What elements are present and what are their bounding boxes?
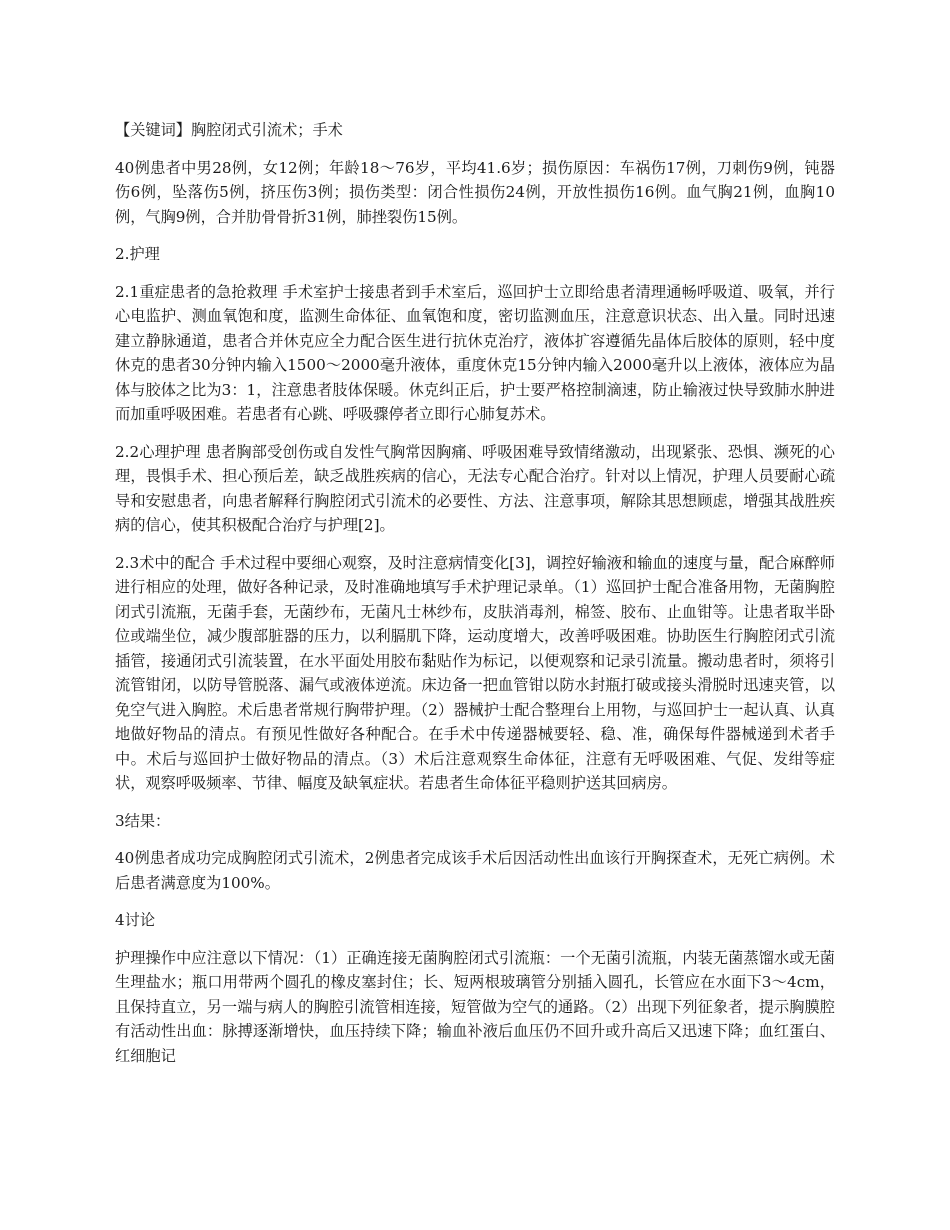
document-page: [115, 118, 835, 1081]
patient-summary-paragraph: 40例患者中男28例，女12例；年龄18～76岁，平均41.6岁；损伤原因：车祸伤17例，刀刺伤9例，钝器伤6例，坠落伤5例，挤压伤3例；损伤类型：闭合性损伤24例，开放性损伤16例。血气胸21例，血胸10例，气胸9例，合并肋骨骨折31例，肺挫裂伤15例。: [115, 158, 835, 226]
intraoperative-cooperation-paragraph: 2.3术中的配合 手术过程中要细心观察，及时注意病情变化[3]，调控好输液和输血的速度与量，配合麻醉师进行相应的处理，做好各种记录，及时准确地填写手术护理记录单。（1）巡回护士配合准备用物，无菌胸腔闭式引流瓶，无菌手套，无菌纱布，无菌凡士林纱布，皮肤消毒剂，棉签、胶布、止血钳等。让患者取半卧位或端坐位，减少腹部脏器的压力，以利膈肌下降，运动度增大，改善呼吸困难。协助医生行胸腔闭式引流插管，接通闭式引流装置，在水平面处用胶布黏贴作为标记，以便观察和记录引流量。搬动患者时，须将引流管钳闭，以防导管脱落、漏气或液体逆流。床边备一把血管钳以防水封瓶打破或接头滑脱时迅速夹管，以免空气进入胸腔。术后患者常规行胸带护理。（2）器械护士配合整理台上用物，与巡回护士一起认真、认真地做好物品的清点。有预见性做好各种配合。在手术中传递器械要轻、稳、准，确保每件器械递到术者手中。术后与巡回护士做好物品的清点。（3）术后注意观察生命体征，注意有无呼吸困难、气促、发绀等症状，观察呼吸频率、节律、幅度及缺氧症状。若患者生命体征平稳则护送其回病房。: [115, 553, 835, 792]
keywords-line: 【关键词】胸腔闭式引流术；手术: [115, 121, 343, 139]
section-heading-results: 3结果：: [115, 811, 171, 830]
psychological-care-paragraph: 2.2心理护理 患者胸部受创伤或自发性气胸常因胸痛、呼吸困难导致情绪激动，出现紧张、恐惧、濒死的心理，畏惧手术、担心预后差，缺乏战胜疾病的信心，无法专心配合治疗。针对以上情况，护理人员要耐心疏导和安慰患者，向患者解释行胸腔闭式引流术的必要性、方法、注意事项，解除其思想顾虑，增强其战胜疾病的信心，使其积极配合治疗与护理[2]。: [115, 442, 835, 534]
emergency-care-paragraph: 2.1重症患者的急抢救理 手术室护士接患者到手术室后，巡回护士立即给患者清理通畅呼吸道、吸氧，并行心电监护、测血氧饱和度，监测生命体征、血氧饱和度，密切监测血压，注意意识状态、出入量。同时迅速建立静脉通道，患者合并休克应全力配合医生进行抗休克治疗，液体扩容遵循先晶体后胶体的原则，轻中度休克的患者30分钟内输入1500～2000毫升液体，重度休克15分钟内输入2000毫升以上液体，液体应为晶体与胶体之比为3：1，注意患者肢体保暖。休克纠正后，护士要严格控制滴速，防止输液过快导致肺水肿进而加重呼吸困难。若患者有心跳、呼吸骤停者立即行心肺复苏术。: [115, 282, 835, 423]
discussion-paragraph: 护理操作中应注意以下情况：（1）正确连接无菌胸腔闭式引流瓶：一个无菌引流瓶，内装无菌蒸馏水或无菌生理盐水；瓶口用带两个圆孔的橡皮塞封住；长、短两根玻璃管分别插入圆孔，长管应在水面下3～4cm，且保持直立，另一端与病人的胸腔引流管相连接，短管做为空气的通路。（2）出现下列征象者，提示胸膜腔有活动性出血：脉搏逐渐增快，血压持续下降；输血补液后血压仍不回升或升高后又迅速下降；血红蛋白、红细胞记: [115, 948, 835, 1065]
section-heading-nursing: 2.护理: [115, 245, 160, 263]
section-heading-discussion: 4讨论: [115, 911, 156, 929]
results-paragraph: 40例患者成功完成胸腔闭式引流术，2例患者完成该手术后因活动性出血该行开胸探查术，无死亡病例。术后患者满意度为100%。: [115, 849, 835, 892]
